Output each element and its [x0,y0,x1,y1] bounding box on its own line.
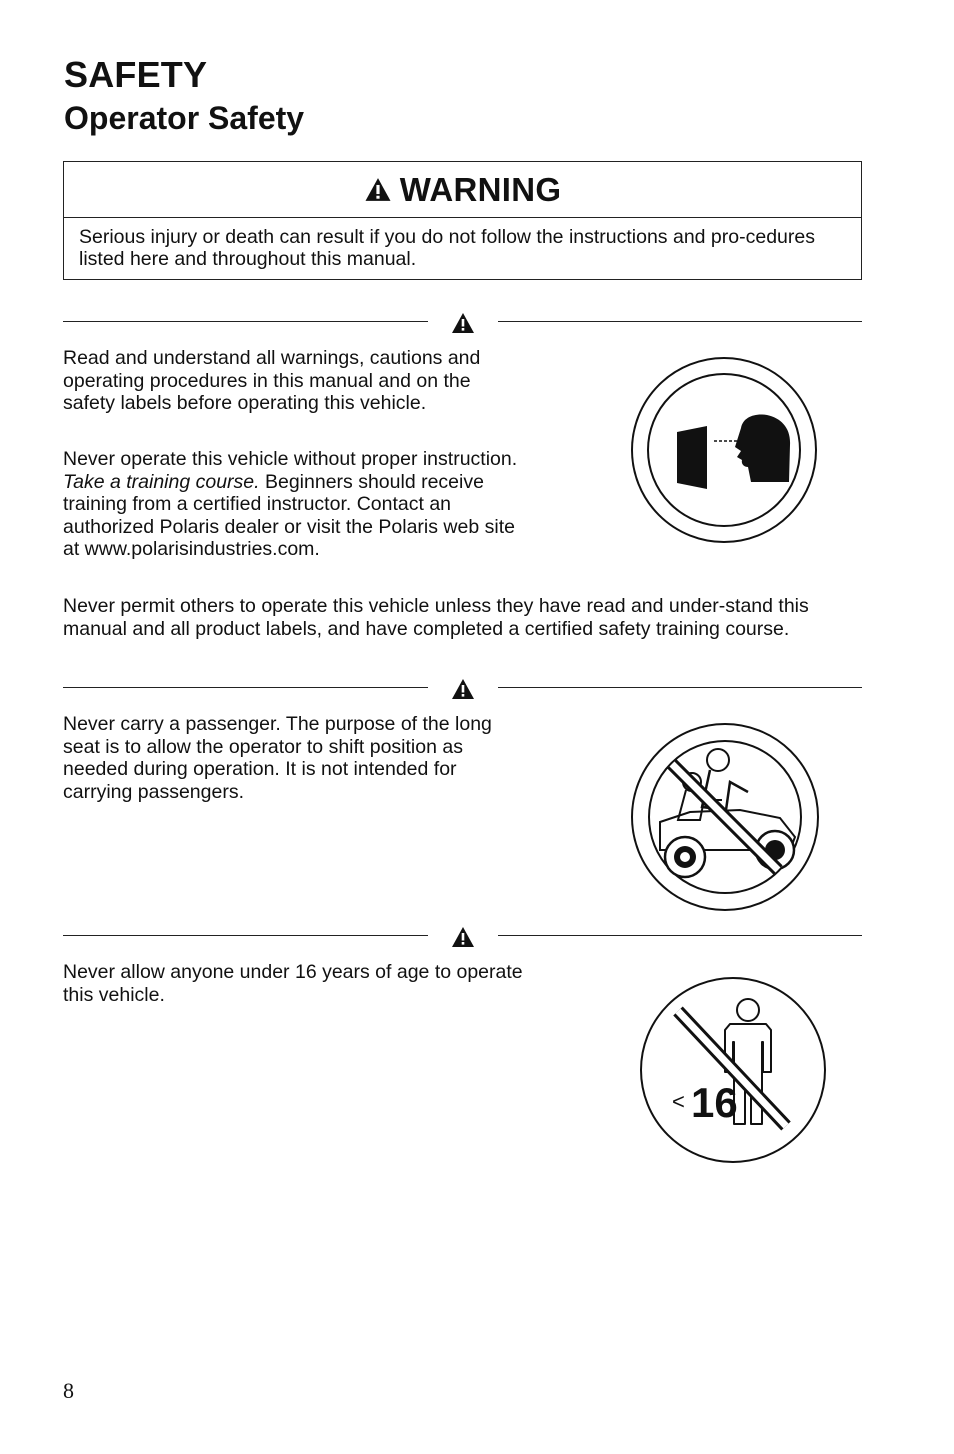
warning-triangle-icon [451,926,475,948]
paragraph-text: Never operate this vehicle without proper instruction. [63,448,518,470]
divider-right [498,687,862,688]
divider-right [498,935,862,936]
paragraph-text: Beginners should receive training from a certified instructor. Contact an authorized Polaris dealer or visit the Polaris web site at www.polarisindustries.com. [63,470,515,560]
section-3-paragraph-1: Never allow anyone under 16 years of age to operate this vehicle. [63,961,523,1006]
warning-heading: WARNING [399,170,562,208]
section-1-paragraph-2 [63,448,523,561]
no-passenger-icon [630,722,820,912]
page-number: 8 [63,1378,74,1403]
paragraph-emphasis: Take a training course. [63,470,260,493]
section-1-paragraph-3: Never permit others to operate this vehicle unless they have read and under-stand this manual and all product labels, and have completed a certified safety training course. [63,595,809,640]
warning-triangle-icon [364,177,392,202]
age-label: 16 [691,1079,738,1126]
section-2-paragraph-1: Never carry a passenger. The purpose of the long seat is to allow the operator to shift position as needed during operation. It is not intended for carrying passengers. [63,713,492,803]
section-1-paragraph-1: Read and understand all warnings, cautions and operating procedures in this manual and on the safety labels before operating this vehicle. [63,347,481,414]
warning-triangle-icon [451,312,475,334]
section-title: Operator Safety [64,100,305,136]
divider-right [498,321,862,322]
divider-left [63,687,428,688]
warning-text: Serious injury or death can result if you do not follow the instructions and pro-cedures listed here and throughout this manual. [79,226,815,270]
warning-header [64,162,861,218]
divider-left [63,321,428,322]
warning-triangle-icon [451,678,475,700]
read-manual-icon [629,355,819,545]
divider-left [63,935,428,936]
age-prefix-label: < [672,1089,685,1114]
warning-box [63,161,862,280]
page-title: SAFETY [64,54,208,95]
no-under-16-icon [638,974,828,1166]
